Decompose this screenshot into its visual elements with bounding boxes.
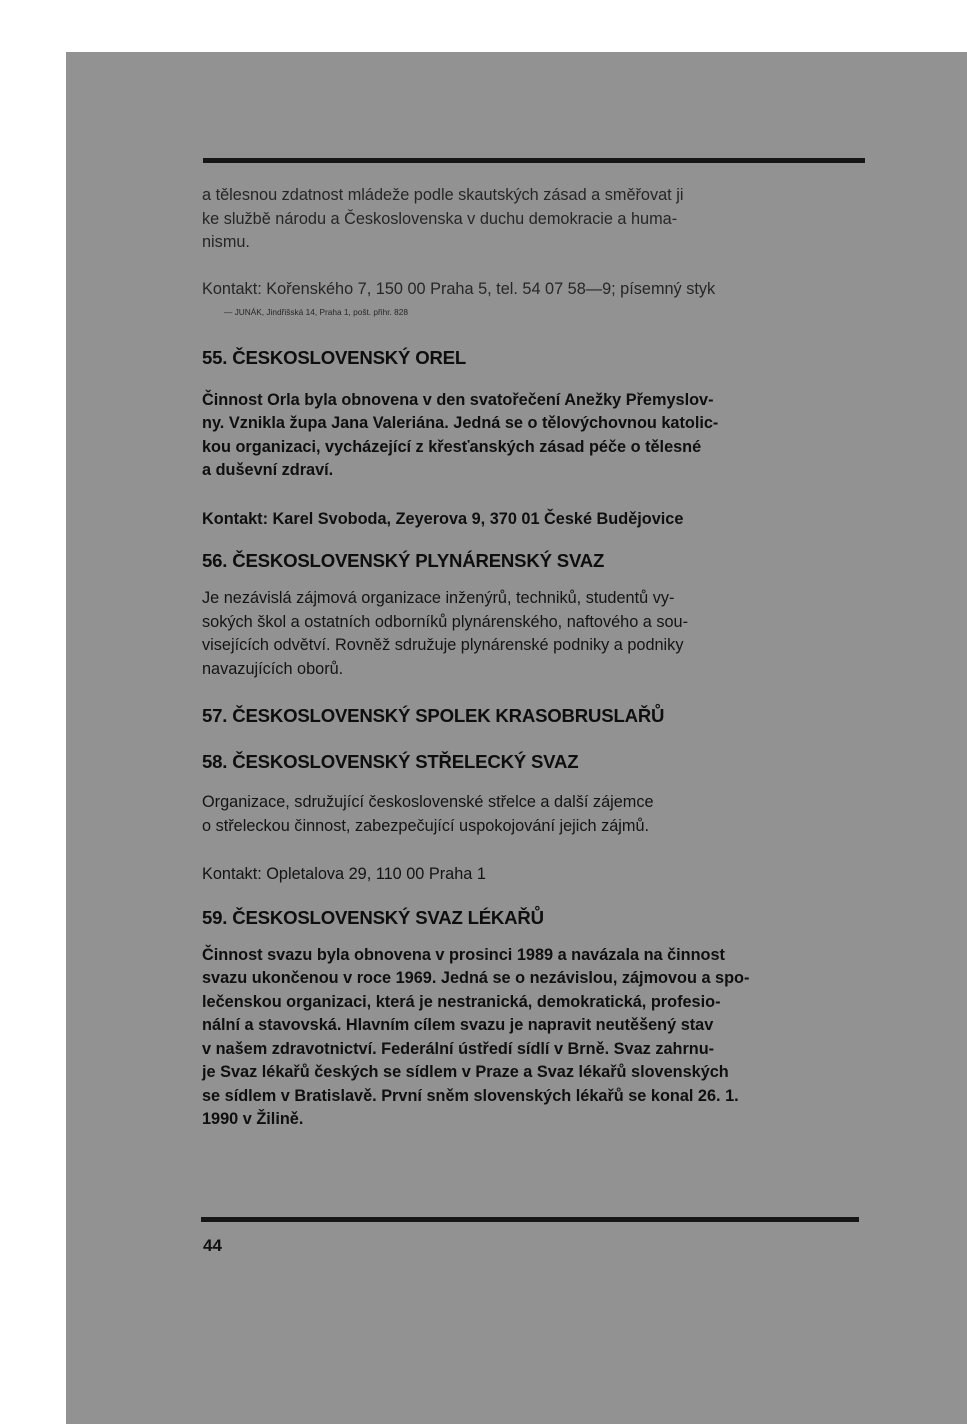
text-line: Kontakt: Karel Svoboda, Zeyerova 9, 370 01 České Budějovice [202, 509, 684, 528]
top-rule [203, 158, 865, 163]
text-line: Kontakt: Kořenského 7, 150 00 Praha 5, tel. 54 07 58—9; písemný styk [202, 279, 716, 298]
text-line: sokých škol a ostatních odborníků plynárenského, naftového a sou- [202, 612, 689, 631]
text-line: o střeleckou činnost, zabezpečující uspokojování jejich zájmů. [202, 816, 650, 835]
text-line: ny. Vznikla župa Jana Valeriána. Jedná se o tělovýchovnou katolic- [202, 414, 719, 432]
text-line: v našem zdravotnictví. Federální ústředí sídlí v Brně. Svaz zahrnu- [202, 1039, 715, 1058]
text-line: 1990 v Žilině. [202, 1110, 304, 1128]
section-heading-58: 58. ČESKOSLOVENSKÝ STŘELECKÝ SVAZ [202, 751, 579, 772]
text-line: svazu ukončenou v roce 1969. Jedná se o nezávislou, zájmovou a spo- [202, 969, 750, 987]
text-line: kou organizaci, vycházející z křesťanských zásad péče o tělesné [202, 437, 702, 456]
text-line: lečenskou organizaci, která je nestranická, demokratická, profesio- [202, 992, 721, 1011]
section-body-56 [202, 587, 868, 681]
section-body-59 [202, 944, 868, 1132]
text-line: — JUNÁK, Jindřišská 14, Praha 1, pošt. přihr. 828 [224, 307, 408, 317]
section-heading-56: 56. ČESKOSLOVENSKÝ PLYNÁRENSKÝ SVAZ [202, 550, 605, 571]
section-body-55 [202, 389, 868, 483]
intro-paragraph [202, 184, 868, 255]
text-line: nismu. [202, 233, 250, 251]
text-line: Je nezávislá zájmová organizace inženýrů, techniků, studentů vy- [202, 589, 675, 607]
text-line: a duševní zdraví. [202, 461, 334, 479]
text-line: nální a stavovská. Hlavním cílem svazu je napravit neutěšený stav [202, 1016, 714, 1034]
text-line: navazujících oborů. [202, 659, 344, 678]
text-line: Činnost Orla byla obnovena v den svatořečení Anežky Přemyslov- [202, 390, 714, 409]
text-line: visejících odvětví. Rovněž sdružuje plynárenské podniky a podniky [202, 636, 684, 654]
text-line: se sídlem v Bratislavě. První sněm slovenských lékařů se konal 26. 1. [202, 1086, 739, 1105]
section-heading-59: 59. ČESKOSLOVENSKÝ SVAZ LÉKAŘŮ [202, 906, 544, 928]
section-contact-58 [202, 863, 868, 887]
page-content [202, 184, 868, 1132]
text-line: ke službě národu a Československa v duchu demokracie a huma- [202, 209, 678, 228]
text-line: Kontakt: Opletalova 29, 110 00 Praha 1 [202, 865, 486, 883]
text-line: Organizace, sdružující československé střelce a další zájemce [202, 793, 654, 811]
text-line: je Svaz lékařů českých se sídlem v Praze a Svaz lékařů slovenských [202, 1063, 729, 1081]
page-number: 44 [203, 1236, 222, 1255]
section-contact-55 [202, 508, 868, 532]
section-heading-55: 55. ČESKOSLOVENSKÝ OREL [202, 346, 467, 368]
text-line: Činnost svazu byla obnovena v prosinci 1989 a navázala na činnost [202, 945, 725, 964]
junak-contact [202, 278, 868, 325]
text-line: a tělesnou zdatnost mládeže podle skautských zásad a směřovat ji [202, 186, 684, 204]
section-body-58 [202, 791, 868, 838]
bottom-rule [201, 1217, 859, 1222]
section-heading-57: 57. ČESKOSLOVENSKÝ SPOLEK KRASOBRUSLAŘŮ [202, 705, 665, 726]
